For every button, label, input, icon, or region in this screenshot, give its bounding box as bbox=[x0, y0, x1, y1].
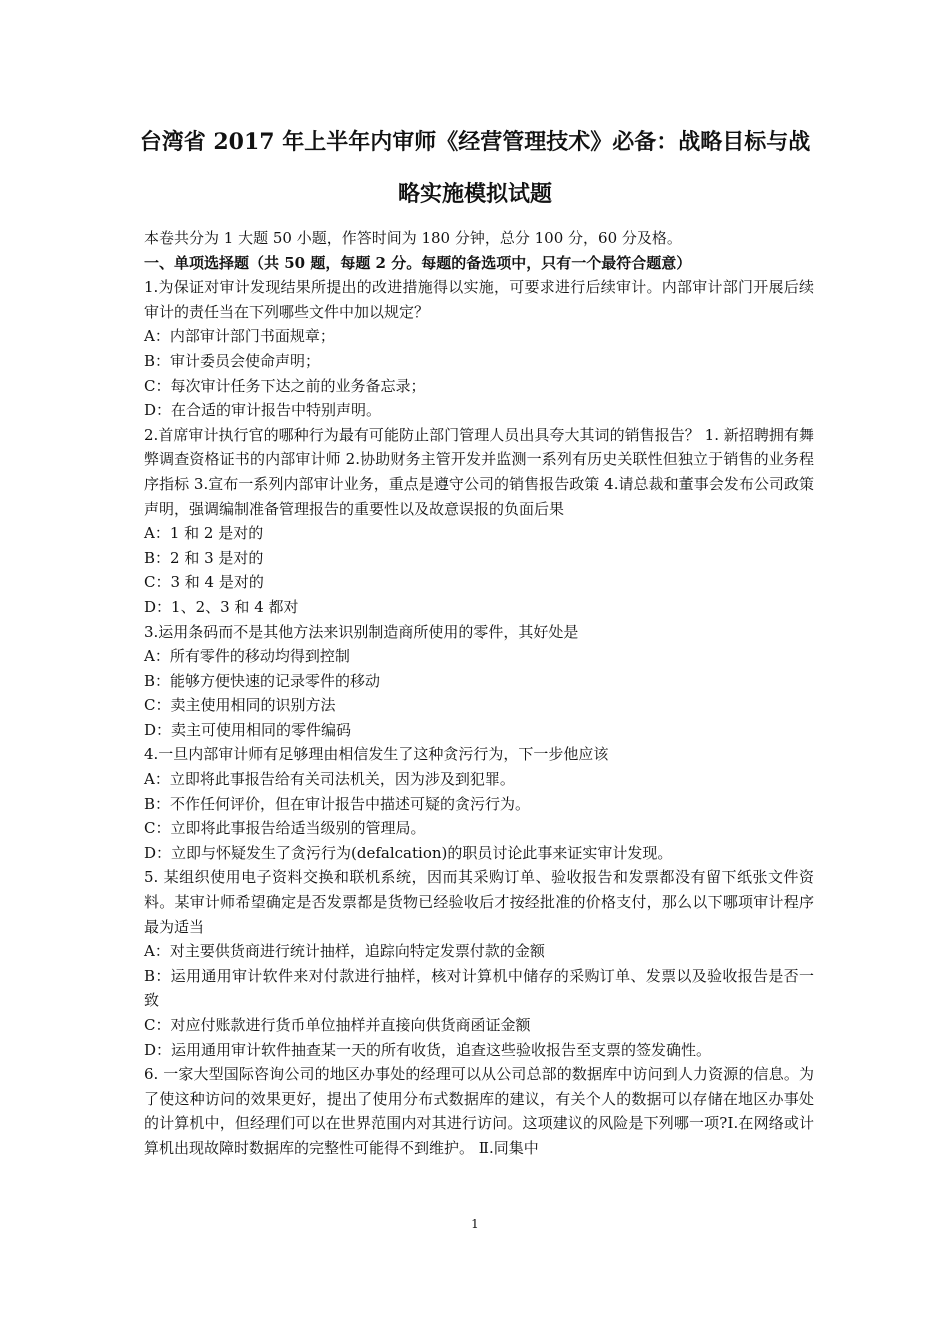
question-stem: 3.运用条码而不是其他方法来识别制造商所使用的零件，其好处是 bbox=[144, 622, 579, 641]
question-option: A：立即将此事报告给有关司法机关，因为涉及到犯罪。 bbox=[144, 770, 515, 789]
question-option: B：2 和 3 是对的 bbox=[144, 548, 264, 567]
question-stem: 4.一旦内部审计师有足够理由相信发生了这种贪污行为，下一步他应该 bbox=[144, 745, 609, 764]
question-option: D：在合适的审计报告中特别声明。 bbox=[144, 401, 382, 420]
question-3 bbox=[144, 620, 814, 743]
page-number: 1 bbox=[471, 1217, 479, 1231]
question-2 bbox=[144, 423, 814, 620]
document-title-line-1: 台湾省 2017 年上半年内审师《经营管理技术》必备：战略目标与战 bbox=[139, 129, 811, 155]
section-heading: 一、单项选择题（共 50 题，每题 2 分。每题的备选项中，只有一个最符合题意） bbox=[144, 253, 692, 272]
question-option: D：卖主可使用相同的零件编码 bbox=[144, 720, 352, 739]
question-4 bbox=[144, 742, 814, 865]
question-option: D：立即与怀疑发生了贪污行为(defalcation)的职员讨论此事来证实审计发现。 bbox=[144, 843, 673, 862]
question-option: B：不作任何评价，但在审计报告中描述可疑的贪污行为。 bbox=[144, 794, 531, 813]
question-option: B：审计委员会使命声明； bbox=[144, 351, 321, 370]
question-option: C：每次审计任务下达之前的业务备忘录； bbox=[144, 376, 426, 395]
question-option: C：对应付账款进行货币单位抽样并直接向供货商函证金额 bbox=[144, 1016, 531, 1034]
question-stem: 1.为保证对审计发现结果所提出的改进措施得以实施，可要求进行后续审计。内部审计部门开展后续审计的责任当在下列哪些文件中加以规定？ bbox=[144, 278, 814, 321]
question-option: D：运用通用审计软件抽查某一天的所有收货，追查这些验收报告至支票的签发确性。 bbox=[144, 1040, 712, 1059]
question-option: A：所有零件的移动均得到控制 bbox=[144, 647, 350, 666]
document-body bbox=[144, 226, 814, 1161]
question-6 bbox=[144, 1062, 814, 1160]
question-option: B：运用通用审计软件来对付款进行抽样，核对计算机中储存的采购订单、发票以及验收报告是否一致 bbox=[144, 966, 814, 1010]
question-option: D：1、2、3 和 4 都对 bbox=[144, 597, 299, 616]
question-stem: 2.首席审计执行官的哪种行为最有可能防止部门管理人员出具夸大其词的销售报告？ 1. 新招聘拥有舞弊调查资格证书的内部审计师 2.协助财务主管开发并监测一系列有历史关联性但独立于销售的业务程序指标 3.宣布一系列内部审计业务，重点是遵守公司的销售报告政策 4.请总裁和董事会发布公司政策声明，强调编制准备管理报告的重要性以及故意误报的负面后果 bbox=[144, 425, 814, 518]
question-1 bbox=[144, 275, 814, 423]
question-option: B：能够方便快速的记录零件的移动 bbox=[144, 671, 381, 690]
question-option: A：1 和 2 是对的 bbox=[144, 524, 264, 543]
question-5 bbox=[144, 865, 814, 1062]
exam-intro: 本卷共分为 1 大题 50 小题，作答时间为 180 分钟，总分 100 分，60 分及格。 bbox=[144, 229, 682, 247]
question-stem: 6. 一家大型国际咨询公司的地区办事处的经理可以从公司总部的数据库中访问到人力资源的信息。为了使这种访问的效果更好，提出了使用分布式数据库的建议，有关个人的数据可以存储在地区办事处的计算机中，但经理们可以在世界范围内对其进行访问。这项建议的风险是下列哪一项?Ⅰ.在网络或计算机出现故障时数据库的完整性可能得不到维护。 Ⅱ.同集中 bbox=[144, 1065, 814, 1157]
question-option: A：对主要供货商进行统计抽样，追踪向特定发票付款的金额 bbox=[144, 942, 545, 961]
question-option: C：3 和 4 是对的 bbox=[144, 573, 264, 592]
question-option: C：立即将此事报告给适当级别的管理局。 bbox=[144, 819, 426, 838]
document-title-line-2: 略实施模拟试题 bbox=[397, 181, 552, 207]
question-option: A：内部审计部门书面规章； bbox=[144, 327, 335, 346]
question-stem: 5. 某组织使用电子资料交换和联机系统，因而其采购订单、验收报告和发票都没有留下纸张文件资料。某审计师希望确定是否发票都是货物已经验收后才按经批准的价格支付，那么以下哪项审计程序最为适当 bbox=[144, 868, 814, 936]
question-option: C：卖主使用相同的识别方法 bbox=[144, 696, 336, 715]
